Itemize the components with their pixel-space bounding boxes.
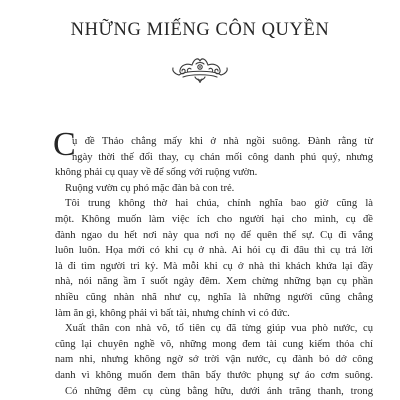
text-line: ngày thời thế đổi thay, cụ chán mối công danh phú quý, nhưng [72,151,373,163]
text-line: nhà, nói năng ầm ĩ suốt ngày đêm. Xem chừng những bạn cụ phần [55,276,373,288]
text-line: là đi tìm người tri kỷ. Mà mỗi khi cụ ở nhà thì khách khứa lại đầy [55,260,373,272]
text-line: danh vì không muốn đem thân bẩy thước phụng sự áo cơm suông. [55,369,373,381]
text-line: không phải cụ quay về để sống với ruộng vườn. [55,167,258,179]
text-line: nhiều cũng nhàn nhã như cụ, nghĩa là những người cũng chẳng [55,291,373,303]
text-line: Tôi trung không thờ hai chúa, chính nghĩa bao giờ cũng là [65,198,373,210]
text-line: làm ăn gì, không phải vì bất tài, nhưng chính vì có đức. [55,307,290,319]
text-line: luôn luôn. Họa mới có khi cụ ở nhà. Ai hỏi cụ đi đâu thì cụ trả lời [55,245,373,257]
text-line: nam nhi, nhưng không ngờ sớ trời vận nước, cụ đành bỏ dở công [55,354,373,366]
drop-cap: C [53,126,76,163]
text-line: một. Không muốn làm việc ích cho người hại cho mình, cụ đề [55,213,373,225]
text-line: ụ đề Thảo chẳng mấy khi ở nhà ngồi suông. Đành rằng từ [72,136,373,147]
text-line: Xuất thân con nhà võ, tổ tiên cụ đã từng giúp vua phò nước, cụ [65,323,373,335]
text-line: Có những đêm cụ cùng bằng hữu, dưới ánh trăng thanh, trong [65,385,373,397]
text-line: Ruộng vườn cụ phó mặc đàn bà con trẻ. [65,182,235,194]
chapter-body [55,134,373,399]
decorative-flourish-icon [165,55,235,85]
text-line: đành ngao du hết nơi này qua nơi nọ để quên thế sự. Cụ đi vắng [55,229,373,241]
chapter-title: NHỮNG MIẾNG CÔN QUYỀN [70,20,330,40]
text-line: cũng lại chuyên nghề võ, những mong đem tài cung kiếm thỏa chí [55,338,373,350]
